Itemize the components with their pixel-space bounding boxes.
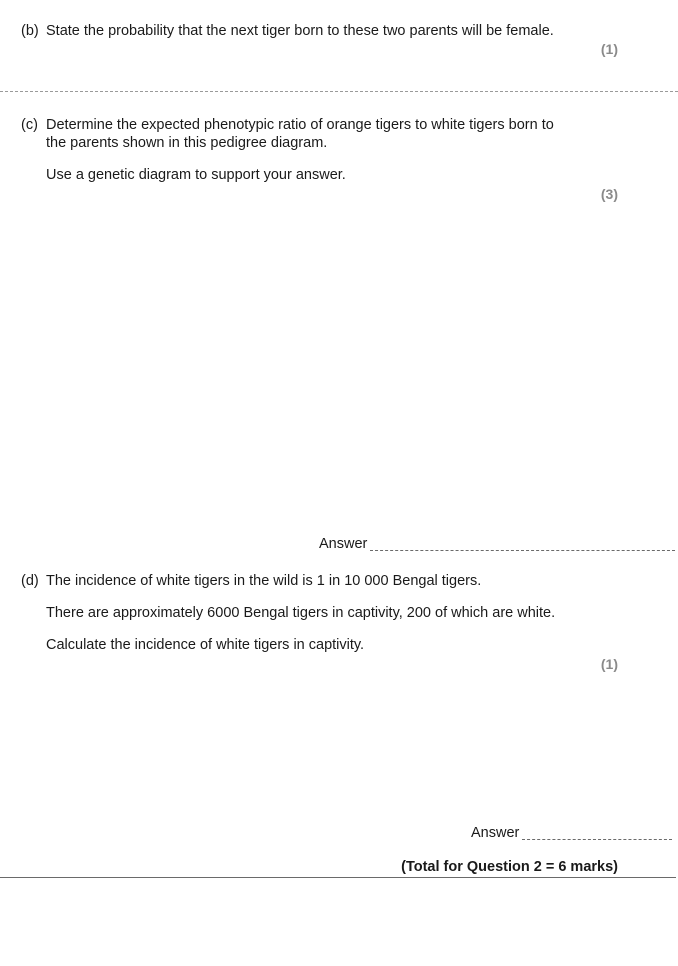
part-d-line1: The incidence of white tigers in the wild is 1 in 10 000 Bengal tigers. [46,573,482,589]
part-d-answer-line[interactable] [522,839,672,840]
part-d-answer-row[interactable] [471,824,672,843]
part-d-line2: There are approximately 6000 Bengal tigers in captivity, 200 of which are white. [46,605,556,621]
part-c-question-line1: Determine the expected phenotypic ratio of orange tigers to white tigers born to [46,117,554,133]
section-divider [0,91,678,92]
part-c-question-line2: the parents shown in this pedigree diagram. [46,135,328,151]
total-rule [0,877,676,878]
part-d-marks: (1) [600,656,618,672]
part-b-marks: (1) [600,41,618,57]
part-c-answer-line[interactable] [370,550,675,551]
part-d-answer-label: Answer [471,825,520,841]
part-c-marks: (3) [600,186,618,202]
part-b-label: (b) [21,23,39,39]
part-b-question: State the probability that the next tiger born to these two parents will be female. [46,23,554,39]
question-total: (Total for Question 2 = 6 marks) [401,859,618,875]
part-d-line3: Calculate the incidence of white tigers in captivity. [46,637,365,653]
part-c-label: (c) [21,117,38,133]
part-c-instruction: Use a genetic diagram to support your answer. [46,167,346,183]
part-d-label: (d) [21,573,39,589]
part-c-answer-label: Answer [319,536,368,552]
part-c-answer-row[interactable] [319,535,675,554]
